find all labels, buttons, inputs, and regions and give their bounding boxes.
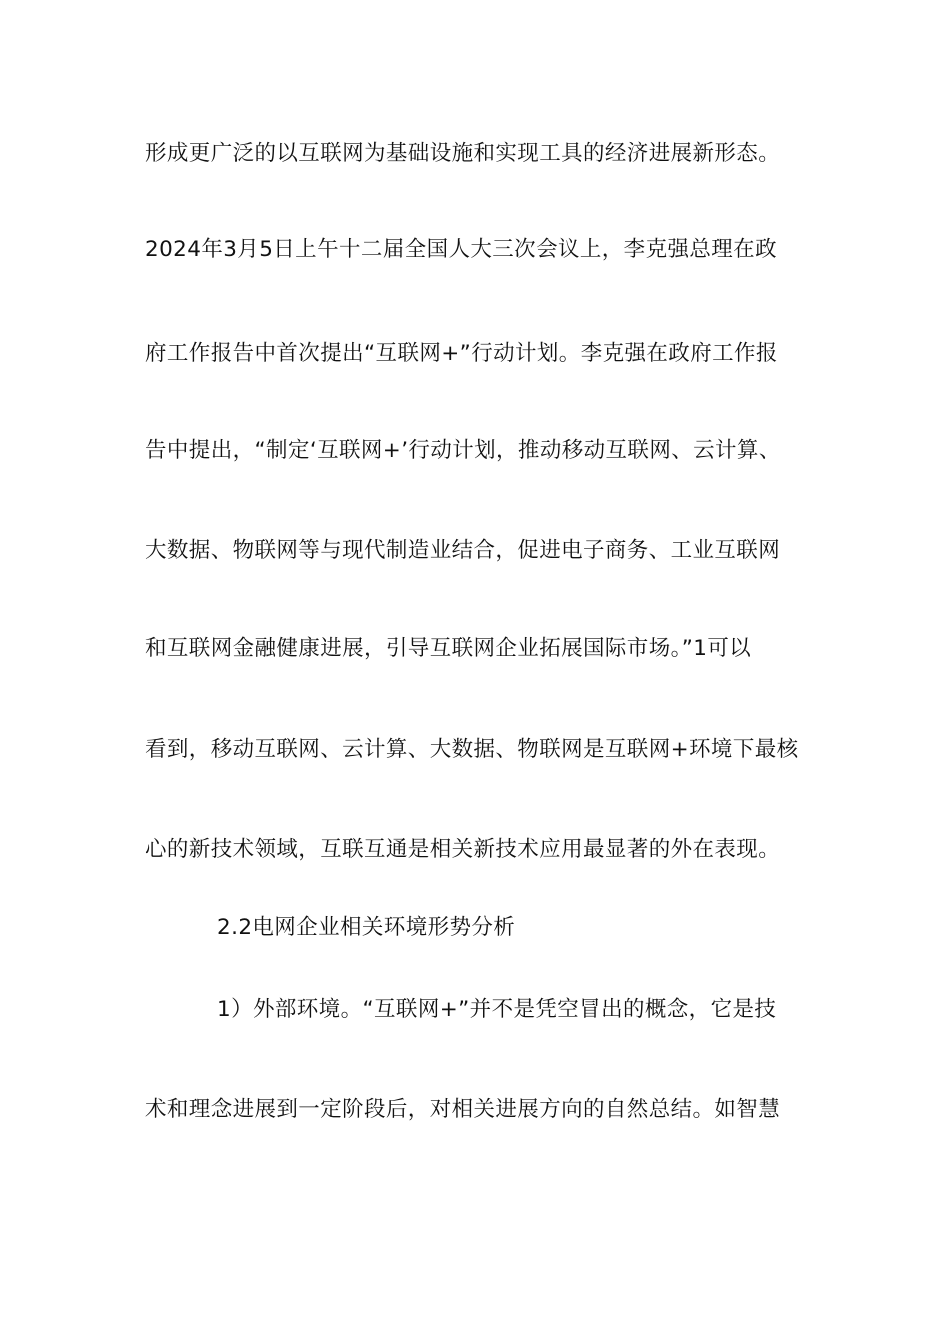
text-line-8: 心的新技术领域，互联互通是相关新技术应用最显著的外在表现。 [145, 837, 781, 862]
text-line-2: 2024年3月5日上午十二届全国人大三次会议上，李克强总理在政 [145, 237, 777, 262]
text-line-3: 府工作报告中首次提出“互联网+”行动计划。李克强在政府工作报 [145, 341, 778, 366]
paragraph-2-line-2: 术和理念进展到一定阶段后，对相关进展方向的自然总结。如智慧 [145, 1097, 781, 1122]
text-line-4: 告中提出，“制定‘互联网+’行动计划，推动移动互联网、云计算、 [145, 438, 781, 463]
text-line-5: 大数据、物联网等与现代制造业结合，促进电子商务、工业互联网 [145, 538, 781, 563]
text-line-7: 看到，移动互联网、云计算、大数据、物联网是互联网+环境下最核 [145, 737, 799, 762]
text-line-1: 形成更广泛的以互联网为基础设施和实现工具的经济进展新形态。 [145, 141, 781, 166]
section-heading: 2.2电网企业相关环境形势分析 [217, 915, 516, 940]
text-line-6: 和互联网金融健康进展，引导互联网企业拓展国际市场。”1可以 [145, 636, 752, 661]
paragraph-2-line-1: 1）外部环境。“互联网+”并不是凭空冒出的概念，它是技 [217, 997, 777, 1022]
